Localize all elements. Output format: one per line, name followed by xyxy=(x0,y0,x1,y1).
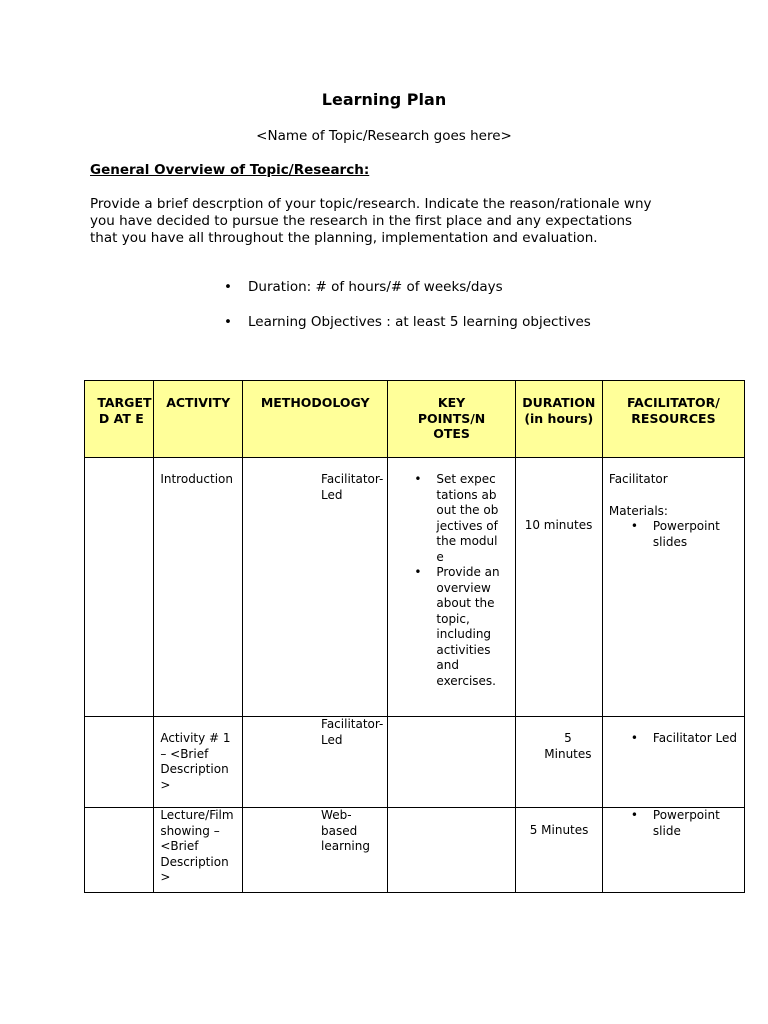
bullet-icon: • xyxy=(414,565,422,579)
bullet-text: Learning Objectives : at least 5 learning objectives xyxy=(248,314,591,330)
cell-methodology xyxy=(243,458,388,717)
cell-duration xyxy=(515,717,602,808)
cell-methodology-text: Web-based learning xyxy=(321,808,370,853)
materials-list xyxy=(629,808,738,839)
bullet-icon: • xyxy=(224,279,232,295)
header-key-points-label: KEY POINTS/N OTES xyxy=(417,395,486,441)
cell-target-date xyxy=(85,717,154,808)
material-text: Facilitator Led xyxy=(652,731,737,745)
cell-activity-text: Lecture/Film showing – <Brief Description > xyxy=(160,808,234,884)
cell-activity-text: Activity # 1 – <Brief Description > xyxy=(160,731,231,792)
header-activity: ACTIVITY xyxy=(154,381,243,458)
cell-duration-text: 5 Minutes xyxy=(544,731,592,761)
cell-activity xyxy=(154,717,243,808)
materials-list xyxy=(629,519,738,550)
intro-paragraph xyxy=(90,196,690,247)
list-item xyxy=(629,731,738,747)
bullet-list xyxy=(222,279,591,331)
intro-line: Provide a brief descrption of your topic/research. Indicate the reason/rationale wny xyxy=(90,196,652,212)
bullet-icon: • xyxy=(414,472,422,486)
cell-methodology xyxy=(243,808,388,893)
cell-key-points xyxy=(388,808,515,893)
cell-target-date xyxy=(85,458,154,717)
table-row xyxy=(85,808,745,893)
cell-activity xyxy=(154,808,243,893)
cell-activity-text: Introduction xyxy=(160,472,233,486)
bullet-item xyxy=(222,314,591,331)
header-duration-label: DURATION (in hours) xyxy=(522,395,596,426)
cell-facilitator xyxy=(602,458,744,717)
learning-plan-table xyxy=(84,380,745,893)
section-heading: General Overview of Topic/Research: xyxy=(90,162,370,178)
header-target-date xyxy=(85,381,154,458)
intro-line: you have decided to pursue the research in the first place and any expectations xyxy=(90,213,633,229)
cell-facilitator xyxy=(602,808,744,893)
document-title: Learning Plan xyxy=(321,90,447,109)
table-row xyxy=(85,458,745,717)
cell-activity xyxy=(154,458,243,717)
header-facilitator xyxy=(602,381,744,458)
bullet-icon: • xyxy=(630,808,638,822)
list-item xyxy=(629,808,738,839)
document-subtitle: <Name of Topic/Research goes here> xyxy=(256,128,512,144)
bullet-item xyxy=(222,279,591,296)
bullet-icon: • xyxy=(224,314,232,330)
cell-facilitator xyxy=(602,717,744,808)
header-duration xyxy=(515,381,602,458)
material-text: Powerpoint slides xyxy=(652,519,720,549)
material-text: Powerpoint slide xyxy=(652,808,720,838)
table-header-row xyxy=(85,381,745,458)
bullet-icon: • xyxy=(630,731,638,745)
facilitator-label: Facilitator xyxy=(608,472,668,486)
list-item xyxy=(412,565,510,689)
cell-duration-text: 5 Minutes xyxy=(529,823,589,837)
materials-list xyxy=(629,731,738,747)
cell-duration xyxy=(515,808,602,893)
key-point-text: Set expectations about the objectives of the module xyxy=(436,472,499,564)
cell-duration xyxy=(515,458,602,717)
header-target-date-label: TARGET D AT E xyxy=(97,395,152,426)
cell-duration-text: 10 minutes xyxy=(524,518,593,532)
cell-key-points xyxy=(388,458,515,717)
cell-methodology xyxy=(243,717,388,808)
table-row xyxy=(85,717,745,808)
bullet-text: Duration: # of hours/# of weeks/days xyxy=(248,279,503,295)
cell-methodology-text: Facilitator-Led xyxy=(321,717,384,747)
list-item xyxy=(412,472,499,565)
header-methodology: METHODOLOGY xyxy=(243,381,388,458)
key-points-list xyxy=(412,472,510,689)
header-facilitator-label: FACILITATOR/ RESOURCES xyxy=(627,395,720,426)
materials-label: Materials: xyxy=(608,503,668,518)
cell-target-date xyxy=(85,808,154,893)
cell-methodology-text: Facilitator-Led xyxy=(321,472,384,502)
header-key-points xyxy=(388,381,515,458)
bullet-icon: • xyxy=(630,519,638,533)
intro-line: that you have all throughout the planning, implementation and evaluation. xyxy=(90,230,598,246)
cell-key-points xyxy=(388,717,515,808)
key-point-text: Provide an overview about the topic, including activities and exercises. xyxy=(436,565,500,688)
list-item xyxy=(629,519,738,550)
